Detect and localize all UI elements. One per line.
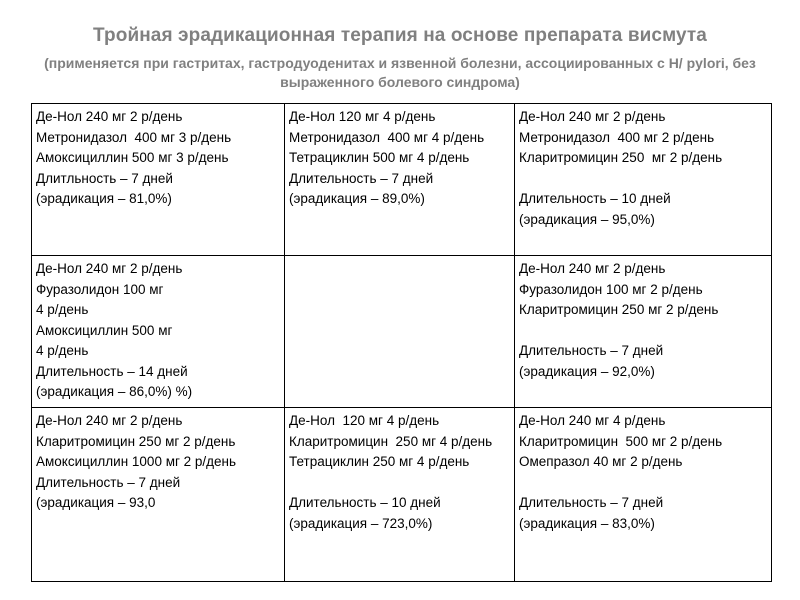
- regimen-line: (эрадикация – 92,0%): [519, 363, 655, 379]
- regimen-line: Тетрациклин 500 мг 4 р/день: [289, 150, 470, 165]
- regimen-line: Фуразолидон 100 мг 2 р/день: [519, 281, 703, 297]
- therapy-table: [31, 103, 772, 582]
- regimen-line: (эрадикация – 86,0%) %): [36, 384, 193, 399]
- regimen-line: Кларитромицин 250 мг 4 р/день: [289, 433, 493, 449]
- regimen-line: 4 р/день: [36, 343, 89, 358]
- regimen-line: Длительность – 10 дней: [519, 191, 671, 206]
- page-title: Тройная эрадикационная терапия на основе препарата висмута: [93, 25, 707, 46]
- regimen-line: (эрадикация – 723,0%): [289, 515, 433, 531]
- regimen-line: Де-Нол 240 мг 2 р/день: [36, 109, 183, 124]
- regimen-line: (эрадикация – 83,0%): [519, 515, 655, 531]
- regimen-line: Кларитромицин 500 мг 2 р/день: [519, 433, 723, 449]
- regimen-line: Амоксициллин 500 мг 3 р/день: [36, 150, 229, 165]
- regimen-cell: [32, 256, 285, 408]
- regimen-line: Длительность – 7 дней: [36, 474, 181, 490]
- regimen-line: Тетрациклин 250 мг 4 р/день: [289, 454, 470, 469]
- regimen-line: Де-Нол 240 мг 4 р/день: [519, 413, 666, 428]
- regimen-line: Метронидазол 400 мг 2 р/день: [519, 129, 715, 145]
- regimen-line: [519, 169, 767, 190]
- regimen-line: Длительность – 14 дней: [36, 363, 188, 379]
- regimen-line: Де-Нол 240 мг 2 р/день: [36, 261, 183, 276]
- regimen-line: Кларитромицин 250 мг 2 р/день: [36, 433, 236, 449]
- regimen-line: Длительность – 7 дней: [289, 170, 434, 186]
- regimen-line: Длитльность – 7 дней: [36, 170, 173, 186]
- regimen-line: Де-Нол 120 мг 4 р/день: [289, 109, 436, 124]
- regimen-line: (эрадикация – 95,0%): [519, 211, 655, 227]
- regimen-line: Кларитромицин 250 мг 2 р/день: [519, 302, 719, 317]
- regimen-line: [289, 473, 510, 494]
- regimen-line: Фуразолидон 100 мг: [36, 281, 164, 297]
- table-row: [32, 408, 772, 582]
- regimen-cell: [515, 256, 772, 408]
- regimen-line: Де-Нол 240 мг 2 р/день: [519, 109, 666, 124]
- regimen-cell: [32, 104, 285, 256]
- regimen-line: Кларитромицин 250 мг 2 р/день: [519, 150, 723, 165]
- page-subtitle: (применяется при гастритах, гастродуоденитах и язвенной болезни, ассоциированных с H/ pylori, без выраженного болевого синдрома): [44, 55, 756, 90]
- regimen-line: (эрадикация – 81,0%): [36, 191, 172, 206]
- regimen-line: Де-Нол 240 мг 2 р/день: [519, 261, 666, 276]
- regimen-line: (эрадикация – 89,0%): [289, 191, 425, 206]
- regimen-cell: [285, 104, 515, 256]
- regimen-line: [519, 321, 767, 342]
- regimen-line: Длительность – 10 дней: [289, 495, 441, 510]
- regimen-cell: [515, 104, 772, 256]
- table-row: [32, 104, 772, 256]
- regimen-line: Длительность – 7 дней: [519, 495, 664, 510]
- regimen-line: Амоксициллин 1000 мг 2 р/день: [36, 454, 237, 469]
- regimen-cell: [285, 256, 515, 408]
- regimen-line: Метронидазол 400 мг 4 р/день: [289, 129, 485, 145]
- regimen-line: Метронидазол 400 мг 3 р/день: [36, 129, 232, 145]
- regimen-line: (эрадикация – 93,0: [36, 495, 156, 510]
- regimen-line: [519, 473, 767, 494]
- regimen-cell: [285, 408, 515, 582]
- regimen-cell: [32, 408, 285, 582]
- regimen-line: Омепразол 40 мг 2 р/день: [519, 454, 683, 469]
- regimen-line: Амоксициллин 500 мг: [36, 322, 173, 338]
- table-row: [32, 256, 772, 408]
- regimen-cell: [515, 408, 772, 582]
- regimen-line: Длительность – 7 дней: [519, 343, 664, 358]
- regimen-line: 4 р/день: [36, 302, 89, 317]
- regimen-line: Де-Нол 120 мг 4 р/день: [289, 413, 440, 428]
- regimen-line: Де-Нол 240 мг 2 р/день: [36, 413, 183, 428]
